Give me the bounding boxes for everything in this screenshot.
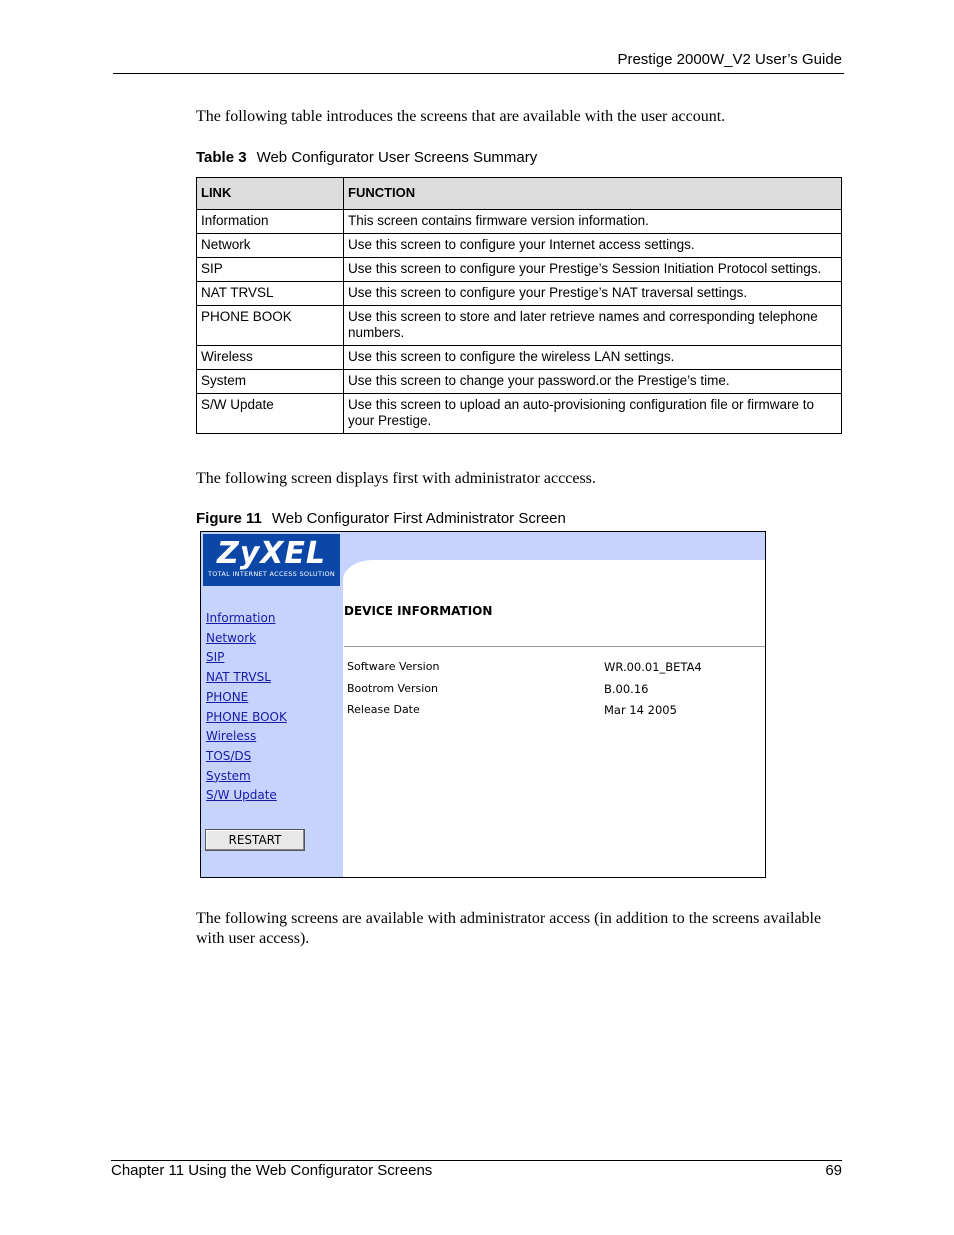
table-header-link: LINK [197,178,344,210]
logo-tagline: TOTAL INTERNET ACCESS SOLUTION [207,570,336,578]
table-cell-link: NAT TRVSL [197,282,344,306]
table-cell-link: Network [197,234,344,258]
table-cell-function: Use this screen to configure your Prestige’s Session Initiation Protocol settings. [344,258,842,282]
table-cell-link: PHONE BOOK [197,306,344,346]
header-rule [113,73,844,74]
table-row [197,210,842,234]
table-cell-link: System [197,370,344,394]
info-label-bootrom-version: Bootrom Version [347,682,438,695]
figure-top-curve [343,560,373,580]
table-cell-link: S/W Update [197,394,344,434]
nav-link-system[interactable]: System [206,768,251,783]
figure-caption-number: Figure 11 [196,510,262,527]
info-label-release-date: Release Date [347,703,420,716]
table-row [197,306,842,346]
table-cell-link: Wireless [197,346,344,370]
table-cell-function: Use this screen to change your password.or the Prestige’s time. [344,370,842,394]
table-row [197,394,842,434]
table-row [197,346,842,370]
info-label-software-version: Software Version [347,660,440,673]
footer-page-number: 69 [825,1162,842,1179]
nav-link-phone-book[interactable]: PHONE BOOK [206,709,287,724]
table-row [197,282,842,306]
table-cell-link: Information [197,210,344,234]
logo-brand: ZyXEL [216,536,327,571]
info-value-release-date: Mar 14 2005 [604,703,677,717]
table-cell-function: This screen contains firmware version information. [344,210,842,234]
web-configurator-screenshot [200,531,766,878]
intro-paragraph: The following table introduces the screens that are available with the user account. [196,108,726,125]
table-caption [196,149,537,166]
running-header: Prestige 2000W_V2 User’s Guide [617,51,842,68]
footer-rule [111,1160,842,1161]
table-cell-link: SIP [197,258,344,282]
figure-nav [206,609,287,806]
table-header-function: FUNCTION [344,178,842,210]
figure-intro-paragraph: The following screen displays first with administrator acccess. [196,470,596,487]
device-information-heading: DEVICE INFORMATION [344,604,493,618]
nav-link-phone[interactable]: PHONE [206,689,249,704]
nav-link-information[interactable]: Information [206,611,276,625]
table-cell-function: Use this screen to store and later retrieve names and corresponding telephone numbers. [344,306,842,346]
closing-paragraph: The following screens are available with administrator access (in addition to the screens available with user access). [196,910,822,947]
table-row [197,234,842,258]
table-cell-function: Use this screen to upload an auto-provisioning configuration file or firmware to your Prestige. [344,394,842,434]
nav-link-sw-update[interactable]: S/W Update [206,788,277,803]
nav-link-sip[interactable]: SIP [206,650,225,665]
table-caption-number: Table 3 [196,149,247,166]
table-cell-function: Use this screen to configure your Prestige’s NAT traversal settings. [344,282,842,306]
nav-link-nat-trvsl[interactable]: NAT TRVSL [206,670,271,685]
nav-link-network[interactable]: Network [206,630,257,645]
table-row [197,370,842,394]
device-info-divider [344,646,765,647]
restart-button[interactable]: RESTART [205,829,305,851]
screens-summary-table [196,177,842,434]
figure-caption [196,510,566,527]
figure-top-bar [343,532,765,560]
figure-caption-text: Web Configurator First Administrator Screen [271,510,566,527]
info-value-bootrom-version: B.00.16 [604,682,649,696]
info-value-software-version: WR.00.01_BETA4 [604,660,702,674]
nav-link-tos-ds[interactable]: TOS/DS [206,748,252,763]
table-caption-text: Web Configurator User Screens Summary [256,149,538,166]
table-row [197,258,842,282]
zyxel-logo [203,534,340,586]
nav-link-wireless[interactable]: Wireless [206,729,257,744]
table-header-row [197,178,842,210]
footer-chapter: Chapter 11 Using the Web Configurator Screens [111,1162,433,1179]
table-cell-function: Use this screen to configure your Internet access settings. [344,234,842,258]
table-cell-function: Use this screen to configure the wireless LAN settings. [344,346,842,370]
